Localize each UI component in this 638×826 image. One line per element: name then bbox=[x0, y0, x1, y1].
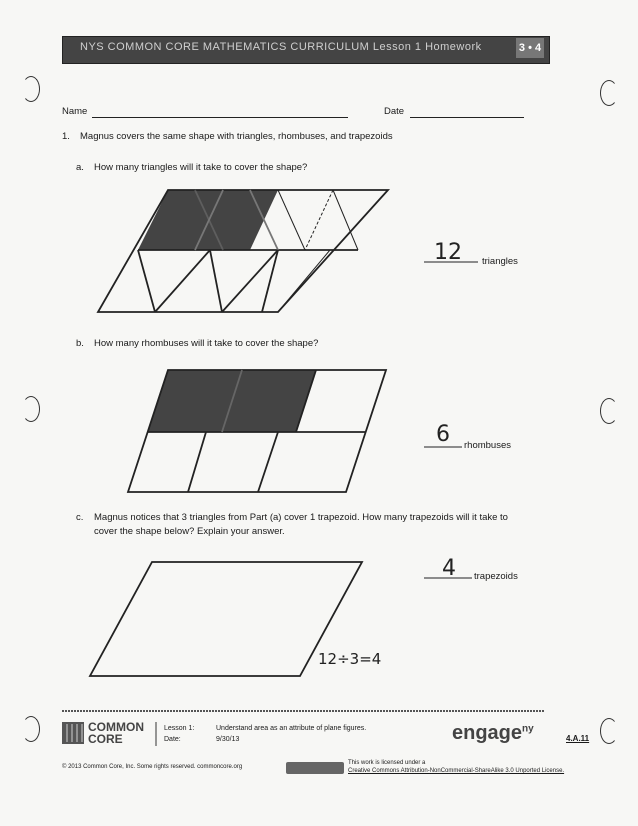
question-number: 1. bbox=[62, 131, 70, 142]
answer-c-work: 12÷3=4 bbox=[318, 650, 382, 668]
common-core-logo-mark bbox=[62, 722, 84, 744]
lesson-label: Lesson 1: bbox=[164, 725, 195, 732]
shaded-trapezoid-region bbox=[138, 190, 278, 250]
date-label: Date bbox=[384, 106, 405, 117]
figure-a-triangles bbox=[98, 190, 388, 312]
logo-line2: CORE bbox=[88, 732, 123, 746]
part-c-letter: c. bbox=[76, 512, 84, 523]
answer-a-value: 12 bbox=[434, 240, 462, 265]
header-badge: 3 • 4 bbox=[516, 38, 544, 58]
part-a-question: How many triangles will it take to cover the shape? bbox=[94, 162, 308, 173]
answer-a-unit: triangles bbox=[482, 256, 518, 267]
engage-ny-logo bbox=[452, 722, 534, 745]
question-text: Magnus covers the same shape with triangles, rhombuses, and trapezoids bbox=[80, 131, 393, 142]
copyright: © 2013 Common Core, Inc. Some rights reserved. commoncore.org bbox=[62, 764, 243, 770]
figure-b-rhombuses bbox=[128, 370, 386, 492]
answer-b-unit: rhombuses bbox=[464, 440, 511, 451]
header-title: NYS COMMON CORE MATHEMATICS CURRICULUM Lesson 1 Homework bbox=[80, 41, 482, 53]
answer-b-value: 6 bbox=[436, 422, 450, 447]
logo-line1: COMMON bbox=[88, 720, 144, 734]
footer-date-value: 9/30/13 bbox=[216, 736, 240, 743]
license-link[interactable]: Creative Commons Attribution-NonCommercial-ShareAlike 3.0 Unported License. bbox=[348, 768, 565, 774]
answer-c-value: 4 bbox=[442, 556, 456, 581]
engage-sup: ny bbox=[522, 723, 534, 735]
part-b-question: How many rhombuses will it take to cover the shape? bbox=[94, 338, 319, 349]
part-c-question-line1: Magnus notices that 3 triangles from Part (a) cover 1 trapezoid. How many trapezoids will it take to bbox=[94, 512, 508, 523]
footer-date-label: Date: bbox=[164, 736, 181, 743]
cc-license-badge bbox=[286, 762, 344, 774]
page-code: 4.A.11 bbox=[566, 734, 590, 743]
part-b-letter: b. bbox=[76, 338, 84, 349]
answer-c-unit: trapezoids bbox=[474, 571, 518, 582]
common-core-logo bbox=[88, 721, 144, 745]
name-label: Name bbox=[62, 106, 88, 117]
license-line1: This work is licensed under a bbox=[348, 760, 426, 766]
engage-text: engage bbox=[452, 722, 523, 744]
lesson-text: Understand area as an attribute of plane figures. bbox=[216, 725, 367, 732]
part-c-question-line2: cover the shape below? Explain your answer. bbox=[94, 526, 285, 537]
part-a-letter: a. bbox=[76, 162, 84, 173]
